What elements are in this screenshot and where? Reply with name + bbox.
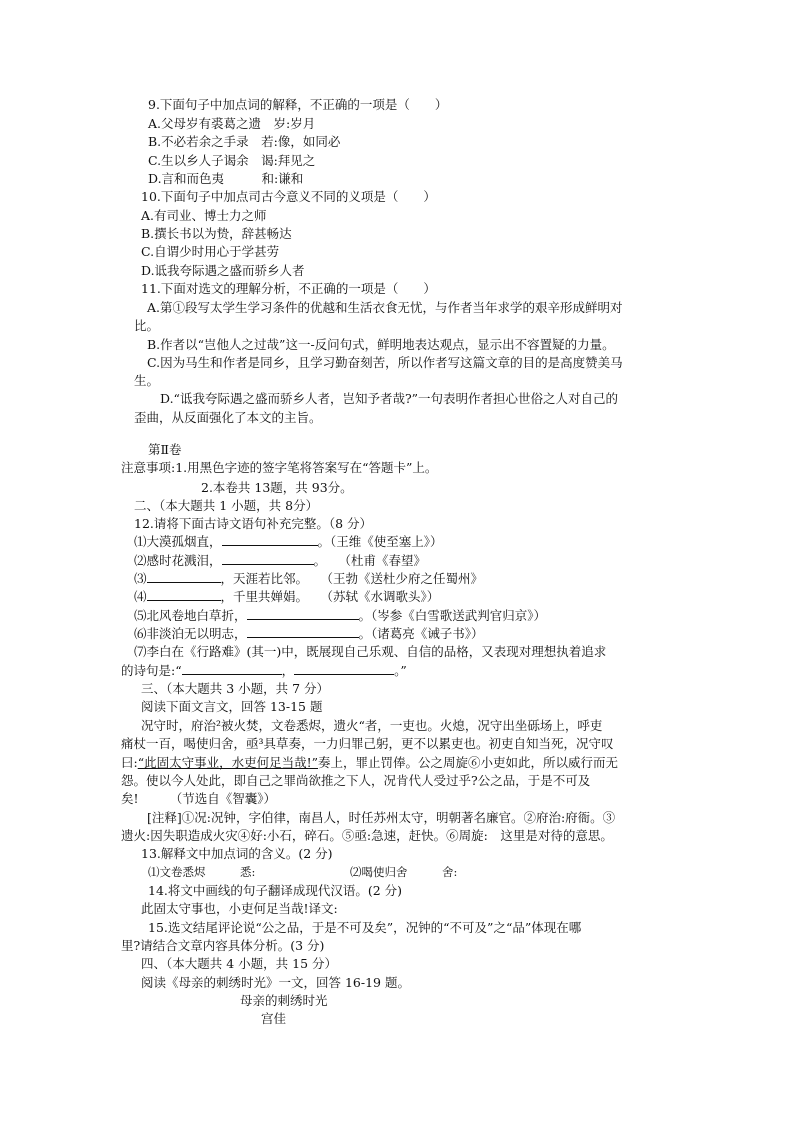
passage-line-4: 怨。使以今人处此，即自己之罪尚欲推之下人，况肯代人受过乎?公之品，于是不可及 (121, 773, 591, 788)
q11-option-d-line1: D.“诋我夸际遇之盛而骄乡人者，岂知予者哉?”一句表明作者担心世俗之人对自己的 (160, 391, 619, 406)
section4-heading: 四、（本大题共 4 小题，共 15 分） (141, 956, 338, 971)
q14-sentence: 此固太守事也，小吏何足当哉!译文: (141, 901, 338, 916)
answer-blank (147, 589, 221, 601)
section4-intro: 阅读《母亲的刺绣时光》一文，回答 16-19 题。 (141, 975, 410, 990)
article-author: 宫佳 (261, 1011, 287, 1026)
q11-option-a-line1: A.第①段写太学生学习条件的优越和生活衣食无忧，与作者当年求学的艰辛形成鲜明对 (147, 300, 623, 315)
q12-line-4: ⑷ ，千里共婵娟。 （苏轼《水调歌头》） (134, 589, 440, 604)
passage-line-2: 痛杖一百，喝使归舍，亟³具草奏，一力归罪己躬，更不以累吏也。初吏自知当死，况守叹 (121, 736, 614, 751)
part2-title: 第Ⅱ卷 (148, 442, 182, 457)
part2-note-1: 注意事项:1.用黑色字迹的签字笔将答案写在“答题卡”上。 (121, 460, 438, 475)
q10-option-a: A.有司业、博士力之师 (141, 208, 267, 223)
q9-option-a: A.父母岁有裘葛之遗 岁:岁月 (148, 116, 316, 131)
q13-stem: 13.解释文中加点词的含义。(2 分) (141, 846, 333, 861)
q9-option-c: C.生以乡人子谒余 谒:拜见之 (148, 153, 316, 168)
q12-line-2: ⑵感时花溅泪， 。 （杜甫《春望》 (134, 553, 427, 568)
q10-stem: 10.下面句子中加点司古今意义不同的义项是（ ） (141, 189, 436, 204)
q15-line-1: 15.选文结尾评论说“公之品，于是不可及矣”，况钟的“不可及”之“品”体现在哪 (148, 920, 582, 935)
q9-option-b: B.不必若余之手录 若:像，如同必 (148, 134, 341, 149)
q9-stem: 9.下面句子中加点词的解释，不正确的一项是（ ） (148, 97, 448, 112)
passage-line-1: 况守时，府治²被火焚，文卷悉烬，遗火“者，一吏也。火熄，况守出坐砾场上，呼吏 (141, 718, 603, 733)
q11-option-d-line2: 歪曲，从反面强化了本文的主旨。 (134, 410, 322, 425)
q12-stem: 12.请将下面古诗文语句补充完整。（8 分） (134, 516, 373, 531)
q14-stem: 14.将文中画线的句子翻译成现代汉语。(2 分) (148, 883, 403, 898)
notes-line-2: 遗火:因失职造成火灾④好:小石，碎石。⑤亟:急速，赶快。⑥周旋: 这里是对待的意思。 (121, 828, 613, 843)
q10-option-d: D.诋我夸际遇之盛而骄乡人者 (141, 263, 305, 278)
answer-blank (182, 663, 282, 675)
passage-line-5: 矣! （节选自《智囊》） (121, 791, 277, 806)
q10-option-b: B.撰长书以为贽，辞甚畅达 (141, 226, 292, 241)
q11-option-c-line2: 生。 (134, 373, 160, 388)
section3-intro: 阅读下面文言文，回答 13-15 题 (141, 699, 323, 714)
q12-line-5: ⑸北风卷地白草折， 。（岑参《白雪歌送武判官归京》） (134, 608, 547, 623)
section2-heading: 二、（本大题共 1 小题，共 8分） (134, 498, 319, 513)
q11-option-c-line1: C.因为马生和作者是同乡，且学习勤奋刻苦，所以作者写这篇文章的目的是高度赞美马 (147, 355, 623, 370)
section3-heading: 三、（本大题共 3 小题，共 7 分） (141, 681, 330, 696)
q11-option-a-line2: 比。 (134, 318, 160, 333)
q12-line-3: ⑶ ，天涯若比邻。 （王勃《送杜少府之任蜀州》 (134, 571, 484, 586)
answer-blank (222, 534, 318, 546)
q9-option-d: D.言和而色夷 和:谦和 (148, 171, 304, 186)
article-title: 母亲的刺绣时光 (240, 993, 328, 1008)
answer-blank (222, 553, 314, 565)
q12-line-7: ⑺李白在《行路难》(其一)中，既展现自己乐观、自信的品格，又表现对理想执着追求 (134, 644, 607, 659)
q11-option-b: B.作者以“岂他人之过哉”这一-反问句式，鲜明地表达观点，显示出不容置疑的力量。 (147, 337, 615, 352)
passage-line-3: 曰:“此固太守事业，水吏何足当哉!”奏上，罪止罚俸。公之周旋⑥小吏如此，所以威行而无 (121, 755, 619, 770)
notes-line-1: [注释]①况:况钟，字伯律，南昌人，时任苏州太守，明朝著名廉官。②府治:府衙。③ (147, 810, 616, 825)
q12-line-1: ⑴大漠孤烟直， 。（王维《使至塞上》） (134, 534, 443, 549)
q13-item-1: ⑴文卷悉烬 悉: (148, 865, 256, 879)
q13-item-2: ⑵喝使归舍 舍: (350, 865, 458, 879)
part2-note-2: 2.本卷共 13题，共 93分。 (201, 480, 353, 495)
q11-stem: 11.下面对选文的理解分析，不正确的一项是（ ） (141, 281, 436, 296)
answer-blank (247, 626, 359, 638)
q15-line-2: 里?请结合文章内容具体分析。(3 分) (121, 938, 325, 953)
q10-option-c: C.自谓少时用心于学甚劳 (141, 244, 280, 259)
q12-line-7-cont: 的诗句是:“ ， 。” (121, 663, 407, 678)
answer-blank (294, 663, 394, 675)
answer-blank (147, 571, 221, 583)
answer-blank (247, 608, 359, 620)
underlined-sentence: “此固太守事业，水吏何足当哉!” (137, 755, 319, 770)
q12-line-6: ⑹非淡泊无以明志， 。（诸葛亮《诫子书》） (134, 626, 484, 641)
